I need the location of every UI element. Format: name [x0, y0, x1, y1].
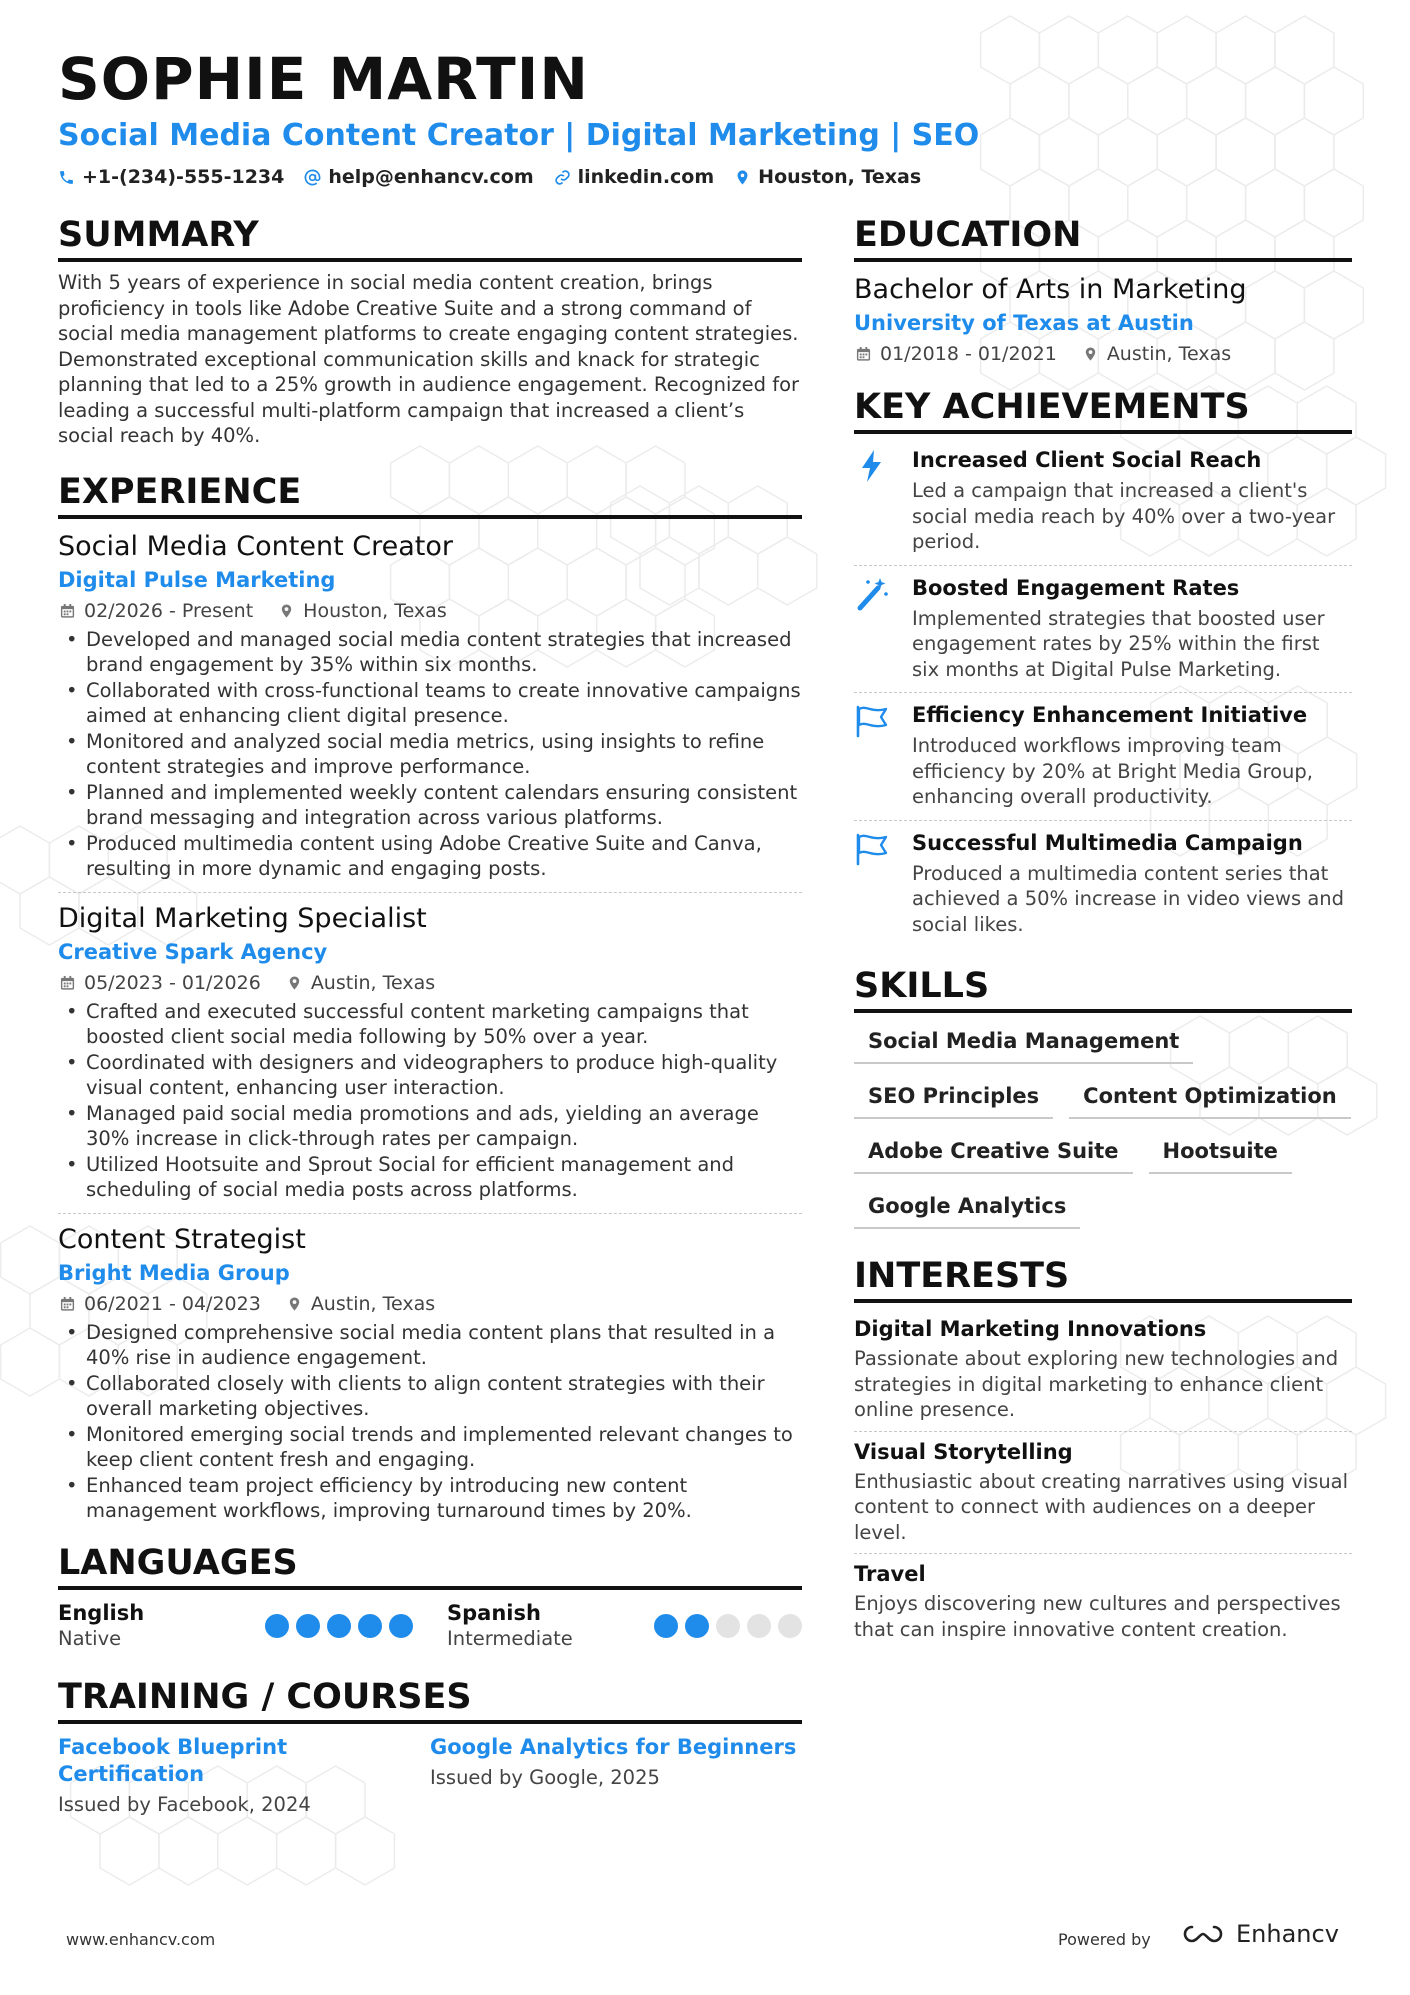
experience-section: [58, 471, 802, 1534]
job-meta: [60, 969, 802, 997]
skill-tag: Google Analytics: [854, 1188, 1080, 1229]
interest-description: Enthusiastic about creating narratives using visual content to connect with audiences on a deeper level.: [854, 1469, 1349, 1544]
job-location: [287, 1290, 435, 1318]
rating-dot-filled: [265, 1614, 289, 1638]
summary-heading: SUMMARY: [58, 214, 802, 262]
job-dates-text: 02/2026 - Present: [84, 599, 254, 622]
language-name: English: [58, 1600, 145, 1625]
calendar-icon: [60, 975, 75, 991]
map-pin-icon: [279, 603, 294, 619]
skill-tag: SEO Principles: [854, 1078, 1053, 1119]
job-dates-text: 05/2023 - 01/2026: [84, 971, 261, 994]
job-dates: [60, 969, 261, 997]
course-issuer: Issued by Facebook, 2024: [58, 1792, 311, 1816]
course-title[interactable]: Google Analytics for Beginners: [430, 1734, 797, 1759]
course-issuer: Issued by Google, 2025: [430, 1765, 660, 1789]
rating-dot-filled: [685, 1614, 709, 1638]
experience-list: [58, 529, 802, 1534]
job-dates: [60, 597, 253, 625]
course-item: [58, 1734, 430, 1819]
skills-list: [854, 1023, 1352, 1229]
enhancv-logo-text: Enhancv: [1236, 1920, 1339, 1948]
education-heading: EDUCATION: [854, 214, 1352, 262]
phone-icon: [58, 169, 75, 186]
rating-dot-empty: [747, 1614, 771, 1638]
map-pin-icon: [287, 975, 302, 991]
training-heading: TRAINING / COURSES: [58, 1676, 802, 1724]
at-sign-icon: [304, 169, 321, 186]
lightning-icon: [854, 448, 890, 484]
skill-tag: Hootsuite: [1149, 1133, 1292, 1174]
skills-section: [854, 965, 1352, 1229]
calendar-icon: [856, 346, 871, 362]
achievement-icon: [854, 574, 896, 683]
candidate-headline: Social Media Content Creator | Digital Marketing | SEO: [58, 118, 980, 153]
job-bullet: • Developed and managed social media content strategies that increased brand engagement by 35% within six months.: [58, 627, 802, 678]
summary-section: [58, 214, 802, 449]
linkedin-link: linkedin.com: [577, 166, 715, 188]
job-meta: [60, 1290, 802, 1318]
job-bullet: • Designed comprehensive social media content plans that resulted in a 40% rise in audience engagement.: [58, 1320, 802, 1371]
skill-tag: Adobe Creative Suite: [854, 1133, 1133, 1174]
achievement-description: Implemented strategies that boosted user engagement rates by 25% within the first six months at Digital Pulse Marketing.: [912, 606, 1325, 681]
education-section: [854, 214, 1352, 368]
job-dates-text: 06/2021 - 04/2023: [84, 1292, 261, 1315]
job-bullet: • Planned and implemented weekly content calendars ensuring consistent brand messaging and integration across various platforms.: [58, 780, 802, 831]
experience-item: [58, 1222, 802, 1534]
job-bullets: [58, 999, 802, 1203]
achievement-icon: [854, 701, 896, 810]
email-contact[interactable]: [304, 166, 533, 188]
language-info: [447, 1600, 573, 1652]
job-title: Social Media Content Creator: [58, 530, 453, 562]
rating-dot-empty: [778, 1614, 802, 1638]
achievement-icon: [854, 829, 896, 938]
achievements-section: [854, 386, 1352, 947]
map-pin-icon: [1083, 346, 1098, 362]
language-item: [447, 1600, 802, 1652]
language-rating: [265, 1614, 413, 1652]
linkedin-contact[interactable]: [554, 166, 715, 188]
achievement-title: Increased Client Social Reach: [912, 448, 1262, 472]
language-info: [58, 1600, 144, 1652]
job-bullets: [58, 627, 802, 882]
school-name: University of Texas at Austin: [854, 311, 1194, 335]
language-level: Native: [58, 1626, 122, 1650]
language-item: [58, 1600, 413, 1652]
footer-powered-by: Powered by: [1058, 1930, 1151, 1949]
interests-list: [854, 1309, 1352, 1650]
job-bullet: • Monitored and analyzed social media metrics, using insights to refine content strategies and improve performance.: [58, 729, 802, 780]
interest-item: [854, 1432, 1352, 1555]
languages-section: [58, 1542, 802, 1652]
interests-section: [854, 1255, 1352, 1650]
job-bullets: [58, 1320, 802, 1524]
achievement-title: Successful Multimedia Campaign: [912, 830, 1303, 855]
interest-item: [854, 1554, 1352, 1650]
achievement-item: [854, 693, 1352, 821]
job-bullet: • Produced multimedia content using Adobe Creative Suite and Canva, resulting in more dynamic and engaging posts.: [58, 831, 802, 882]
job-bullet: • Enhanced team project efficiency by introducing new content management workflows, improving turnaround times by 20%.: [58, 1473, 802, 1524]
location-text: Houston, Texas: [758, 166, 922, 188]
languages-list: [58, 1600, 802, 1652]
job-bullet: • Managed paid social media promotions and ads, yielding an average 30% increase in click-through rates per campaign.: [58, 1101, 802, 1152]
summary-text: With 5 years of experience in social media content creation, brings proficiency in tools like Adobe Creative Suite and a strong command of social media management platforms to create engaging content strategies. Demonstrated exceptional communication skills and knack for strategic planning that led to a 25% growth in audience engagement. Recognized for leading a successful multi-platform campaign that increased a client’s social reach by 40%.: [58, 271, 800, 447]
education-dates: [856, 340, 1057, 368]
education-meta: [856, 340, 1352, 368]
course-title[interactable]: Facebook Blueprint Certification: [58, 1734, 288, 1786]
job-location: [287, 969, 435, 997]
achievement-description: Led a campaign that increased a client's social media reach by 40% over a two-year period.: [912, 479, 1336, 553]
enhancv-logo-icon: [1180, 1923, 1226, 1945]
calendar-icon: [60, 603, 75, 619]
contact-bar: [58, 166, 921, 188]
achievement-item: [854, 438, 1352, 566]
job-dates: [60, 1290, 261, 1318]
languages-heading: LANGUAGES: [58, 1542, 802, 1590]
phone-number: +1-(234)-555-1234: [82, 166, 285, 188]
company-name[interactable]: Bright Media Group: [58, 1260, 290, 1285]
training-section: [58, 1676, 802, 1819]
achievement-body: [912, 829, 1352, 938]
location-contact: [734, 166, 921, 188]
education-location-text: Austin, Texas: [1106, 343, 1232, 365]
job-meta: [60, 597, 802, 625]
job-location-text: Austin, Texas: [310, 1292, 436, 1315]
company-name[interactable]: Creative Spark Agency: [58, 939, 328, 964]
interest-title: Digital Marketing Innovations: [854, 1317, 1207, 1341]
language-name: Spanish: [447, 1600, 541, 1625]
skill-tag: Content Optimization: [1069, 1078, 1351, 1119]
map-pin-icon: [287, 1296, 302, 1312]
rating-dot-filled: [296, 1614, 320, 1638]
candidate-name: SOPHIE MARTIN: [58, 45, 589, 113]
job-bullet: • Utilized Hootsuite and Sprout Social for efficient management and scheduling of social media posts across platforms.: [58, 1152, 802, 1203]
rating-dot-empty: [716, 1614, 740, 1638]
map-pin-icon: [734, 169, 751, 186]
job-bullet: • Monitored emerging social trends and implemented relevant changes to keep client content fresh and engaging.: [58, 1422, 802, 1473]
interest-description: Passionate about exploring new technologies and strategies in digital marketing to enhance client online presence.: [854, 1347, 1339, 1421]
achievement-title: Boosted Engagement Rates: [912, 575, 1240, 600]
achievement-icon: [854, 446, 896, 555]
achievement-item: [854, 821, 1352, 948]
achievement-description: Introduced workflows improving team efficiency by 20% at Bright Media Group, enhancing overall productivity.: [912, 734, 1313, 808]
job-location-text: Houston, Texas: [303, 599, 447, 622]
interest-title: Travel: [854, 1562, 926, 1586]
magic-wand-icon: [854, 576, 890, 612]
skill-tag: Social Media Management: [854, 1023, 1193, 1064]
skills-heading: SKILLS: [854, 965, 1352, 1013]
job-location: [279, 597, 447, 625]
rating-dot-filled: [389, 1614, 413, 1638]
interest-title: Visual Storytelling: [854, 1439, 1073, 1464]
phone-contact[interactable]: [58, 166, 284, 188]
education-location: [1083, 340, 1231, 368]
footer-website[interactable]: www.enhancv.com: [66, 1930, 216, 1949]
interests-heading: INTERESTS: [854, 1255, 1352, 1303]
education-dates-text: 01/2018 - 01/2021: [880, 343, 1057, 365]
enhancv-logo: [1180, 1920, 1339, 1948]
job-location-text: Austin, Texas: [310, 971, 436, 994]
achievement-title: Efficiency Enhancement Initiative: [912, 703, 1308, 727]
experience-item: [58, 901, 802, 1214]
achievements-heading: KEY ACHIEVEMENTS: [854, 386, 1352, 434]
right-column: [854, 214, 1352, 1650]
achievement-body: [912, 574, 1352, 683]
job-title: Content Strategist: [58, 1223, 306, 1255]
flag-icon: [854, 703, 890, 739]
achievement-item: [854, 566, 1352, 694]
job-title: Digital Marketing Specialist: [58, 902, 427, 934]
achievements-list: [854, 438, 1352, 947]
achievement-body: [912, 446, 1352, 555]
course-item: [430, 1734, 802, 1819]
language-rating: [654, 1614, 802, 1652]
interest-description: Enjoys discovering new cultures and perspectives that can inspire innovative content creation.: [854, 1592, 1341, 1641]
left-column: [58, 214, 802, 1819]
job-bullet: • Coordinated with designers and videographers to produce high-quality visual content, enhancing user interaction.: [58, 1050, 802, 1101]
experience-item: [58, 529, 802, 893]
interest-item: [854, 1309, 1352, 1432]
rating-dot-filled: [358, 1614, 382, 1638]
link-icon: [554, 169, 571, 186]
job-bullet: • Collaborated closely with clients to align content strategies with their overall marketing objectives.: [58, 1371, 802, 1422]
achievement-description: Produced a multimedia content series that achieved a 50% increase in video views and social likes.: [912, 861, 1345, 936]
degree-title: Bachelor of Arts in Marketing: [854, 274, 1247, 305]
job-bullet: • Collaborated with cross-functional teams to create innovative campaigns aimed at enhancing client digital presence.: [58, 678, 802, 729]
courses-list: [58, 1734, 802, 1819]
company-name[interactable]: Digital Pulse Marketing: [58, 567, 336, 592]
calendar-icon: [60, 1296, 75, 1312]
language-level: Intermediate: [447, 1626, 573, 1650]
experience-heading: EXPERIENCE: [58, 471, 802, 519]
job-bullet: • Crafted and executed successful content marketing campaigns that boosted client social media following by 50% over a year.: [58, 999, 802, 1050]
rating-dot-filled: [654, 1614, 678, 1638]
flag-icon: [854, 831, 890, 867]
email-address: help@enhancv.com: [328, 166, 534, 188]
achievement-body: [912, 701, 1352, 810]
rating-dot-filled: [327, 1614, 351, 1638]
